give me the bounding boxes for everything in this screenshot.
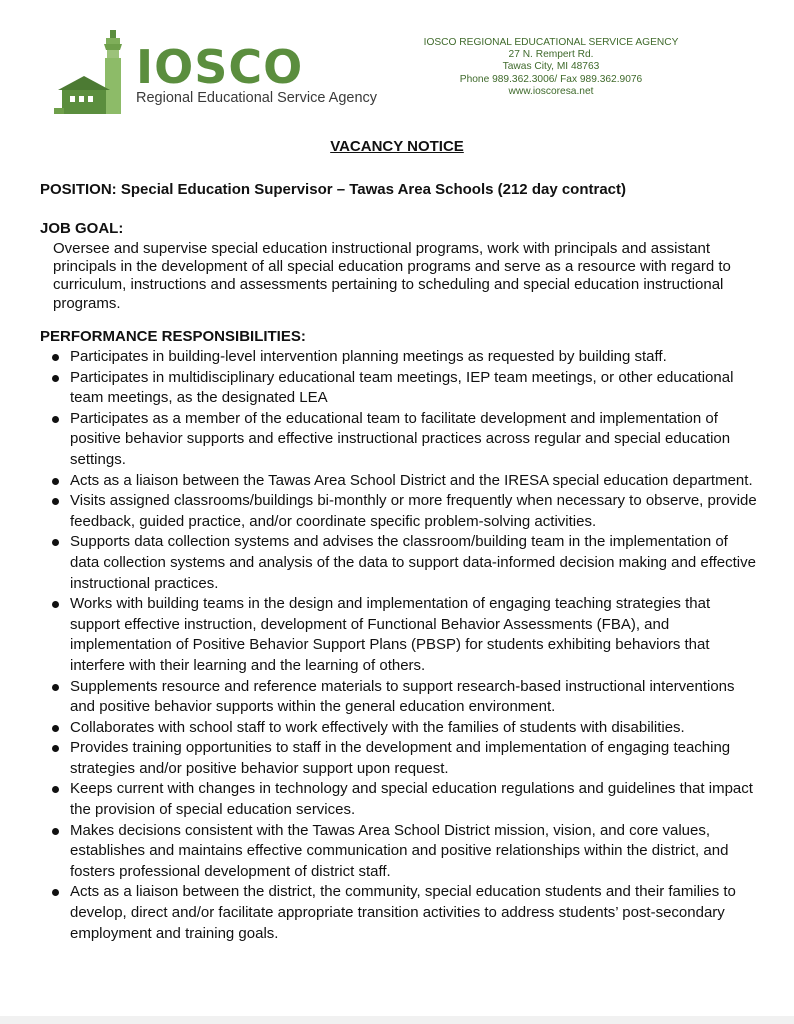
responsibility-item bbox=[0, 594, 760, 676]
agency-street: 27 N. Rempert Rd. bbox=[508, 49, 594, 61]
responsibility-item bbox=[0, 779, 760, 820]
bullet-icon bbox=[52, 786, 59, 793]
logo-wordmark: IOSCO bbox=[136, 40, 304, 94]
bullet-icon bbox=[52, 498, 59, 505]
position-line: POSITION: Special Education Supervisor – Tawas Area Schools (212 day contract) bbox=[40, 181, 627, 198]
responsibility-text: Participates in building-level intervention planning meetings as requested by building staff. bbox=[70, 348, 667, 365]
agency-name: IOSCO REGIONAL EDUCATIONAL SERVICE AGENCY bbox=[423, 37, 679, 48]
agency-website: www.ioscoresa.net bbox=[508, 85, 594, 97]
responsibility-text: Makes decisions consistent with the Tawas Area School District mission, vision, and core values, establishes and maintains effective communication and positive relationships within the district, and fosters professional development of district staff. bbox=[70, 821, 729, 880]
responsibility-item bbox=[0, 409, 760, 471]
bullet-icon bbox=[52, 725, 59, 732]
responsibility-item bbox=[0, 532, 760, 594]
vacancy-notice-title: VACANCY NOTICE bbox=[330, 138, 464, 155]
responsibility-text: Collaborates with school staff to work effectively with the families of students with disabilities. bbox=[70, 718, 685, 736]
bullet-icon bbox=[52, 375, 59, 382]
responsibility-item bbox=[0, 368, 760, 409]
bullet-icon bbox=[52, 416, 59, 423]
responsibility-text: Keeps current with changes in technology and special education regulations and guidelines that impact the provision of special education services. bbox=[70, 780, 753, 819]
responsibility-item bbox=[0, 718, 760, 739]
responsibility-text: Supports data collection systems and advises the classroom/building team in the implementation of data collection systems and analysis of the data to support data-informed decision making and effective instructional practices. bbox=[70, 533, 756, 592]
job-goal-text: Oversee and supervise special education instructional programs, work with principals and assistant principals in the development of all special education programs and serve as a resource with regard to curriculum, instructions and assessments pertaining to scheduling and special education instructional programs. bbox=[53, 240, 731, 312]
bullet-icon bbox=[52, 354, 59, 361]
responsibility-item bbox=[0, 738, 760, 779]
responsibility-text: Participates as a member of the educational team to facilitate development and implementation of positive behavior supports and effective instructional practices across regular and special education settings. bbox=[70, 409, 731, 468]
agency-address-block bbox=[400, 37, 702, 98]
bullet-icon bbox=[52, 539, 59, 546]
bullet-icon bbox=[52, 601, 59, 608]
responsibilities-list bbox=[0, 347, 760, 944]
bullet-icon bbox=[52, 684, 59, 691]
bullet-icon bbox=[52, 889, 59, 896]
agency-phone-fax: Phone 989.362.3006/ Fax 989.362.9076 bbox=[459, 73, 643, 85]
bullet-icon bbox=[52, 478, 59, 485]
iosco-logo bbox=[54, 28, 378, 118]
job-goal-heading: JOB GOAL: bbox=[40, 220, 124, 237]
responsibility-item bbox=[0, 882, 760, 944]
responsibility-item bbox=[0, 677, 760, 718]
responsibility-text: Works with building teams in the design and implementation of engaging teaching strategies that support effective instruction, development of Functional Behavior Assessments (FBA), and implementation of Positive Behavior Support Plans (PBSP) for students exhibiting behaviors that interfere with their learning and the learning of others. bbox=[70, 595, 711, 674]
lighthouse-icon bbox=[54, 28, 134, 118]
page-bottom-edge bbox=[0, 1016, 794, 1024]
responsibility-text: Provides training opportunities to staff in the development and implementation of engaging teaching strategies and/or positive behavior support upon request. bbox=[70, 739, 731, 777]
responsibility-text: Participates in multidisciplinary educational team meetings, IEP team meetings, or other educational team meetings, as the designated LEA bbox=[70, 368, 734, 407]
responsibility-item bbox=[0, 821, 760, 883]
responsibility-text: Visits assigned classrooms/buildings bi-monthly or more frequently when necessary to observe, provide feedback, guided practice, and/or coordinate specific problem-solving activities. bbox=[70, 492, 757, 530]
responsibilities-heading: PERFORMANCE RESPONSIBILITIES: bbox=[40, 328, 306, 345]
responsibility-item bbox=[0, 347, 760, 368]
responsibility-item bbox=[0, 471, 760, 492]
bullet-icon bbox=[52, 745, 59, 752]
responsibility-item bbox=[0, 491, 760, 532]
agency-city: Tawas City, MI 48763 bbox=[502, 61, 600, 73]
responsibility-text: Acts as a liaison between the district, the community, special education students and their families to develop, direct and/or facilitate appropriate transition activities to address students’ post-secondary employment and training goals. bbox=[70, 883, 736, 942]
bullet-icon bbox=[52, 828, 59, 835]
responsibility-text: Supplements resource and reference materials to support research-based instructional interventions and positive behavior supports within the general education environment. bbox=[70, 677, 735, 716]
logo-subtitle: Regional Educational Service Agency bbox=[136, 90, 378, 106]
responsibility-text: Acts as a liaison between the Tawas Area School District and the IRESA special education department. bbox=[70, 471, 753, 489]
